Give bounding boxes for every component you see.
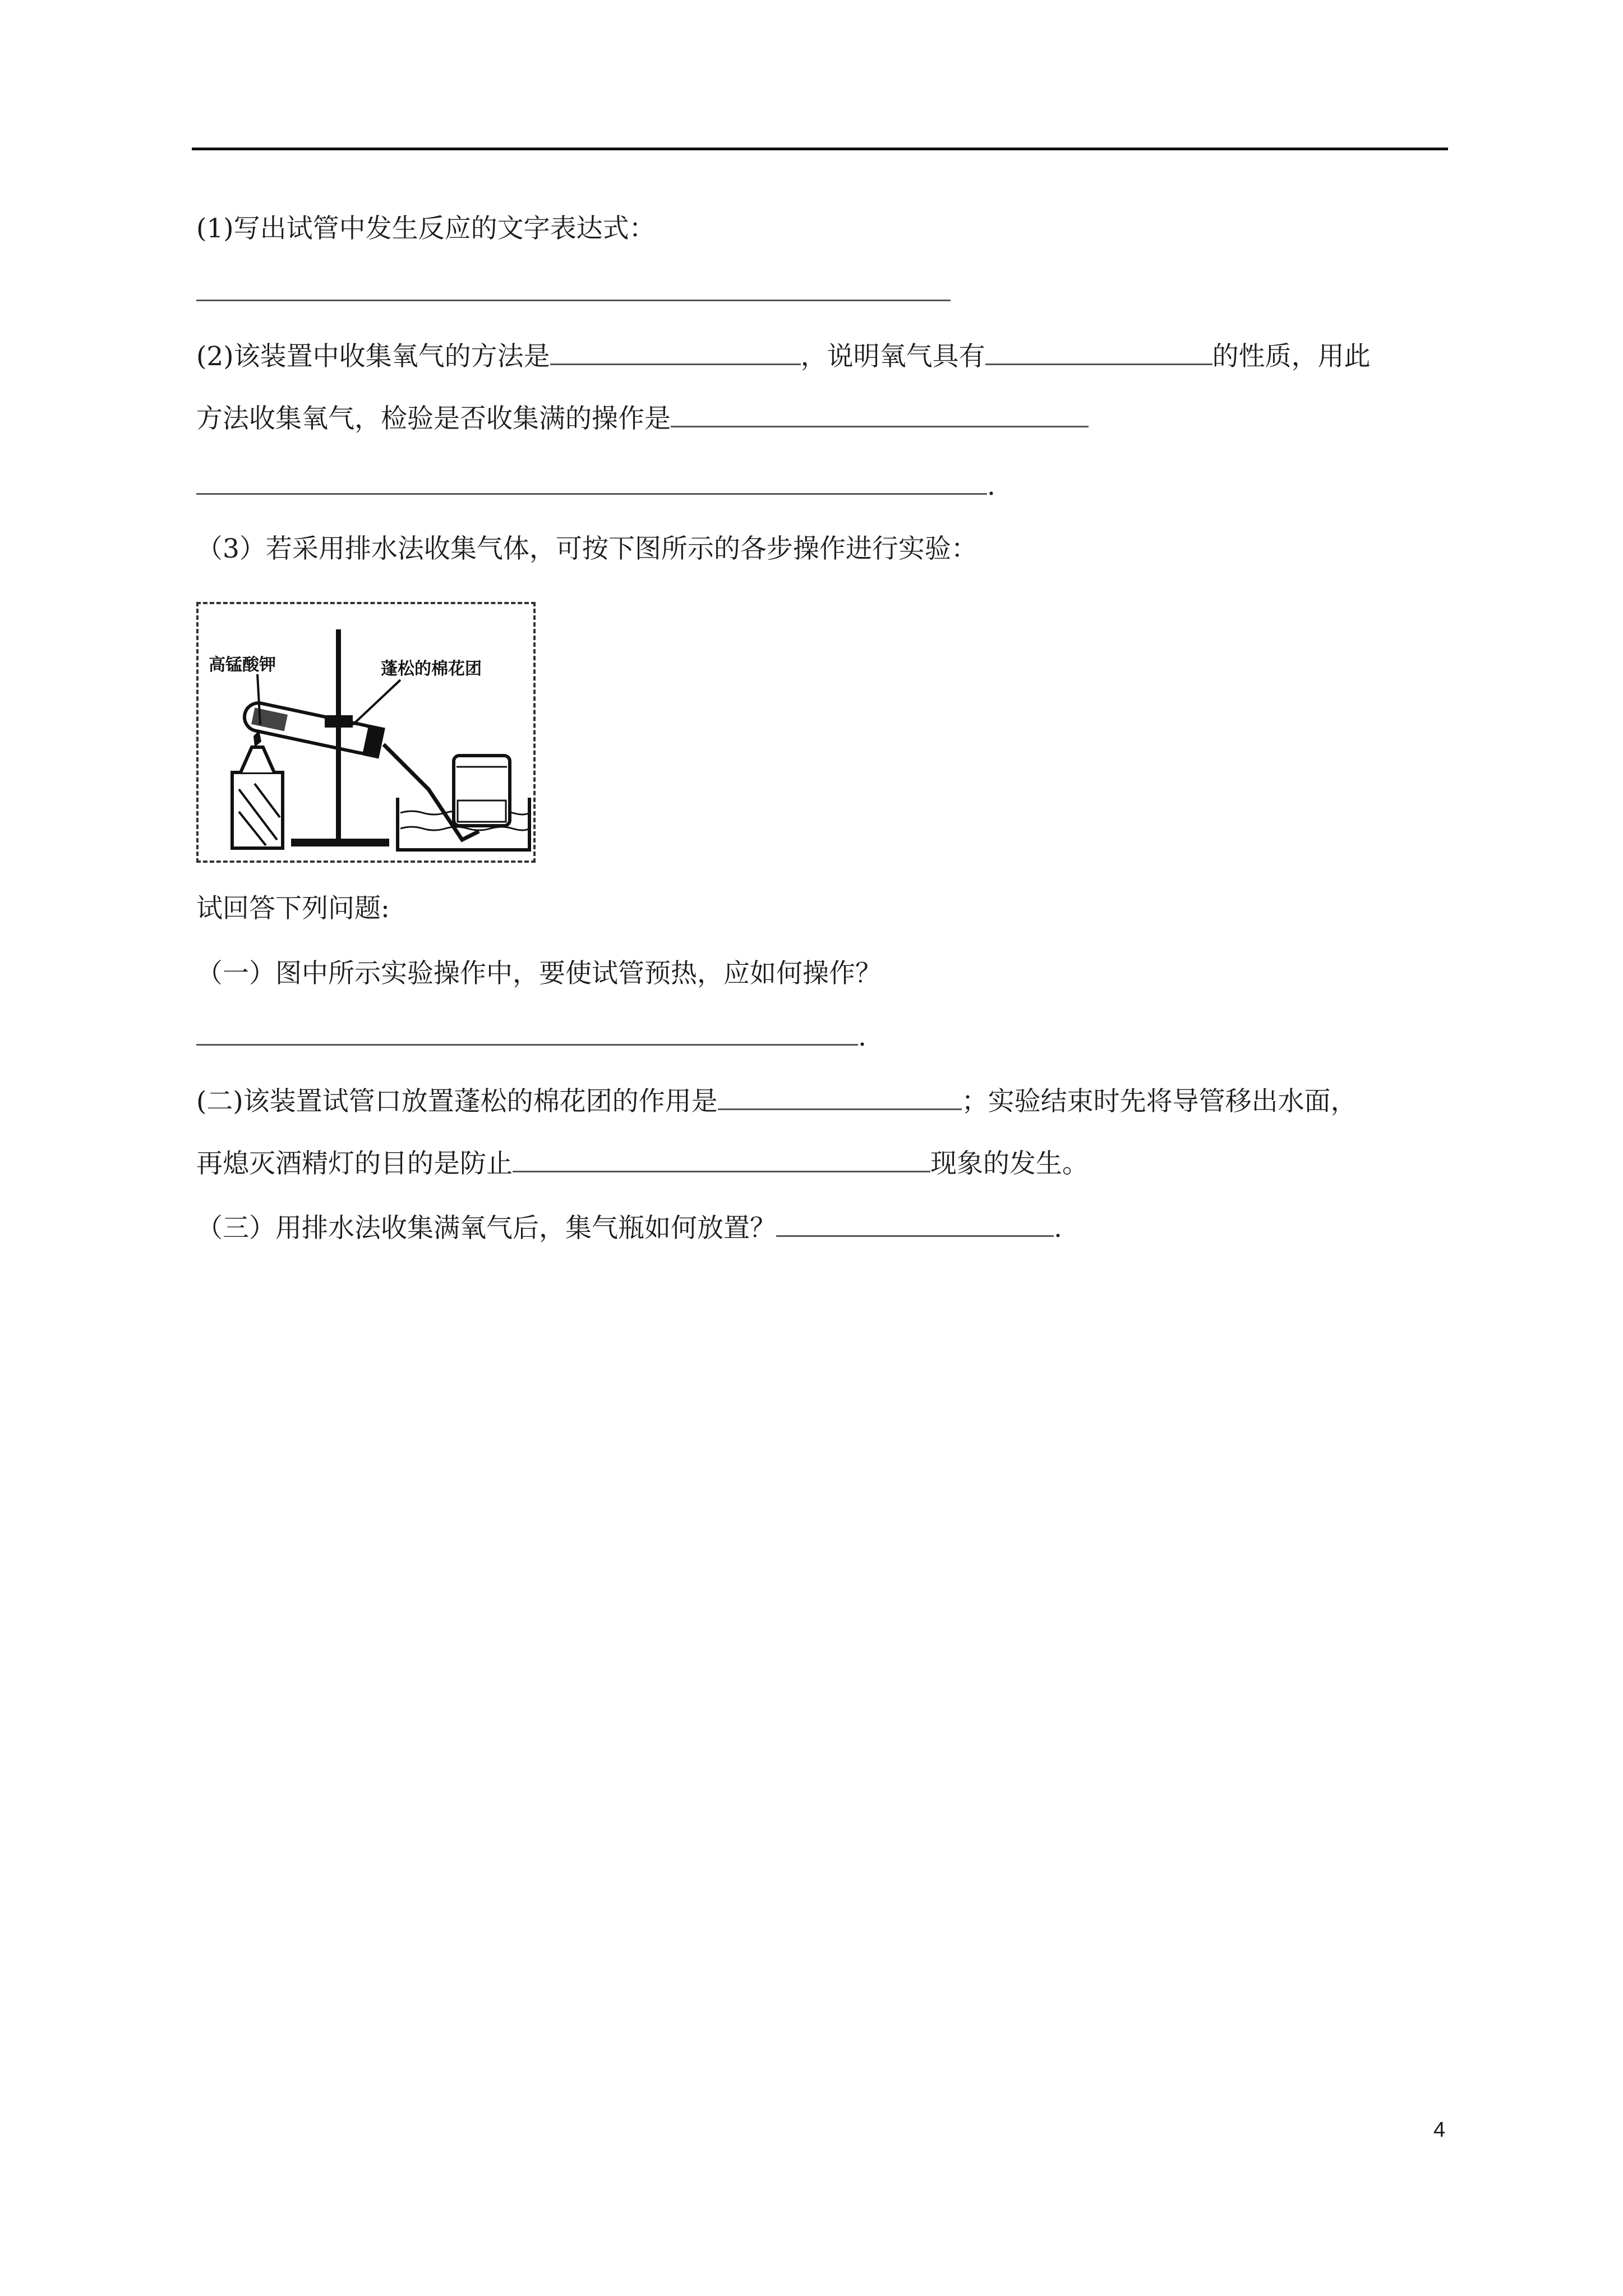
q3-sub1-blank[interactable] — [196, 1019, 858, 1046]
q3-sub1-answer — [196, 1019, 866, 1054]
q3-sub3-text: （三）用排水法收集满氧气后，集气瓶如何放置？ — [196, 1213, 776, 1244]
q3-sub2-text-a: (二)该装置试管口放置蓬松的棉花团的作用是 — [196, 1086, 718, 1117]
q1-prompt: (1)写出试管中发生反应的文字表达式： — [196, 213, 656, 244]
q3-prevent-blank[interactable] — [513, 1146, 930, 1172]
q2-line1 — [196, 339, 1371, 374]
q2-property-blank[interactable] — [985, 339, 1212, 365]
q2-line2 — [196, 401, 1089, 436]
q3-sub1-period: . — [858, 1022, 866, 1052]
q3-answer-prompt: 试回答下列问题: — [196, 893, 390, 924]
q3-sub2-text-b: ；实验结束时先将导管移出水面， — [961, 1086, 1357, 1117]
q2-period: . — [987, 471, 995, 501]
header-rule — [192, 148, 1448, 150]
stand-rod — [336, 629, 341, 840]
apparatus-diagram — [199, 604, 533, 861]
q1-answer-line — [196, 275, 951, 310]
q3-sub2-text-d: 现象的发生。 — [930, 1148, 1089, 1179]
q2-text-c: 的性质，用此 — [1212, 341, 1371, 372]
q3-sub2-text-c: 再熄灭酒精灯的目的是防止 — [196, 1148, 513, 1179]
q3-intro: （3）若采用排水法收集气体，可按下图所示的各步操作进行实验： — [196, 533, 978, 564]
q3-sub1: （一）图中所示实验操作中，要使试管预热，应如何操作？ — [196, 958, 882, 989]
q2-method-blank[interactable] — [550, 339, 801, 365]
q2-check-blank[interactable] — [671, 401, 1089, 427]
q3-sub2-line1 — [196, 1084, 1357, 1119]
q1-blank[interactable] — [196, 275, 951, 301]
q2-check-blank-cont[interactable] — [196, 468, 987, 495]
label-potassium-permanganate: 高锰酸钾 — [209, 655, 276, 675]
q3-sub3-period: . — [1054, 1213, 1062, 1244]
q3-cotton-blank[interactable] — [718, 1084, 962, 1110]
q2-text-a: (2)该装置中收集氧气的方法是 — [196, 341, 550, 372]
stand-base — [291, 839, 389, 846]
q3-sub2-line2 — [196, 1146, 1089, 1181]
label-cotton: 蓬松的棉花团 — [381, 659, 482, 679]
gas-collecting-bottle — [454, 756, 510, 826]
page-number: 4 — [1433, 2118, 1446, 2142]
apparatus-figure — [196, 602, 536, 863]
alcohol-lamp — [232, 730, 283, 848]
q2-text-d: 方法收集氧气，检验是否收集满的操作是 — [196, 403, 671, 434]
q2-text-b: ，说明氧气具有 — [800, 341, 985, 372]
q3-placement-blank[interactable] — [776, 1211, 1054, 1237]
q2-line3 — [196, 468, 995, 503]
q3-sub3 — [196, 1211, 1062, 1245]
